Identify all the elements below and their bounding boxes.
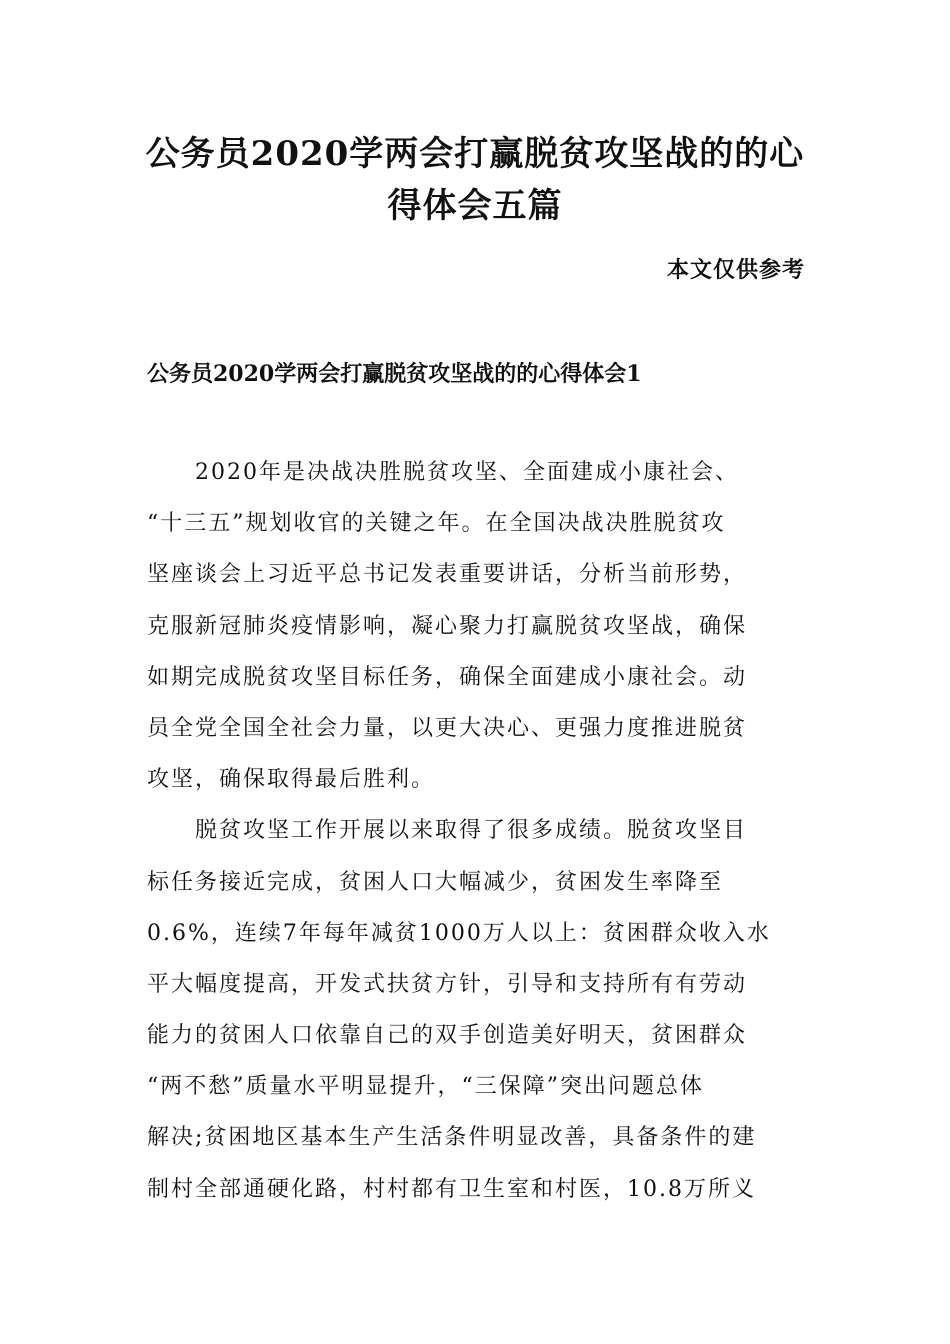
text-line: 标任务接近完成，贫困人口大幅减少，贫困发生率降至: [147, 869, 724, 895]
text-line: 脱贫攻坚工作开展以来取得了很多成绩。脱贫攻坚目: [147, 818, 748, 844]
text-line: 能力的贫困人口依靠自己的双手创造美好明天，贫困群众: [147, 1023, 748, 1049]
body-text: [147, 447, 807, 1215]
section-heading: 公务员2020学两会打赢脱贫攻坚战的的心得体会1: [147, 361, 642, 387]
text-line: 克服新冠肺炎疫情影响，凝心聚力打赢脱贫攻坚战，确保: [147, 613, 748, 639]
document-title-line-2: 得体会五篇: [387, 186, 563, 226]
text-line: 解决;贫困地区基本生产生活条件明显改善，具备条件的建: [147, 1125, 757, 1151]
text-line: 制村全部通硬化路，村村都有卫生室和村医，10.8万所义: [147, 1176, 756, 1202]
text-line: 坚座谈会上习近平总书记发表重要讲话，分析当前形势，: [147, 562, 748, 588]
text-line: 2020年是决战决胜脱贫攻坚、全面建成小康社会、: [147, 460, 739, 485]
text-line: “两不愁”质量水平明显提升，“三保障”突出问题总体: [147, 1074, 704, 1100]
document-title: [120, 128, 830, 232]
document-title-line-1: 公务员2020学两会打赢脱贫攻坚战的的心: [145, 134, 805, 174]
text-line: 0.6%，连续7年每年减贫1000万人以上：贫困群众收入水: [147, 920, 771, 946]
text-line: 平大幅度提高，开发式扶贫方针，引导和支持所有有劳动: [147, 971, 748, 997]
text-line: “十三五”规划收官的关键之年。在全国决战决胜脱贫攻: [147, 511, 726, 537]
text-line: 员全党全国全社会力量，以更大决心、更强力度推进脱贫: [147, 715, 748, 741]
reference-note: 本文仅供参考: [666, 257, 805, 283]
text-line: 攻坚，确保取得最后胜利。: [147, 767, 436, 793]
text-line: 如期完成脱贫攻坚目标任务，确保全面建成小康社会。动: [147, 664, 748, 690]
